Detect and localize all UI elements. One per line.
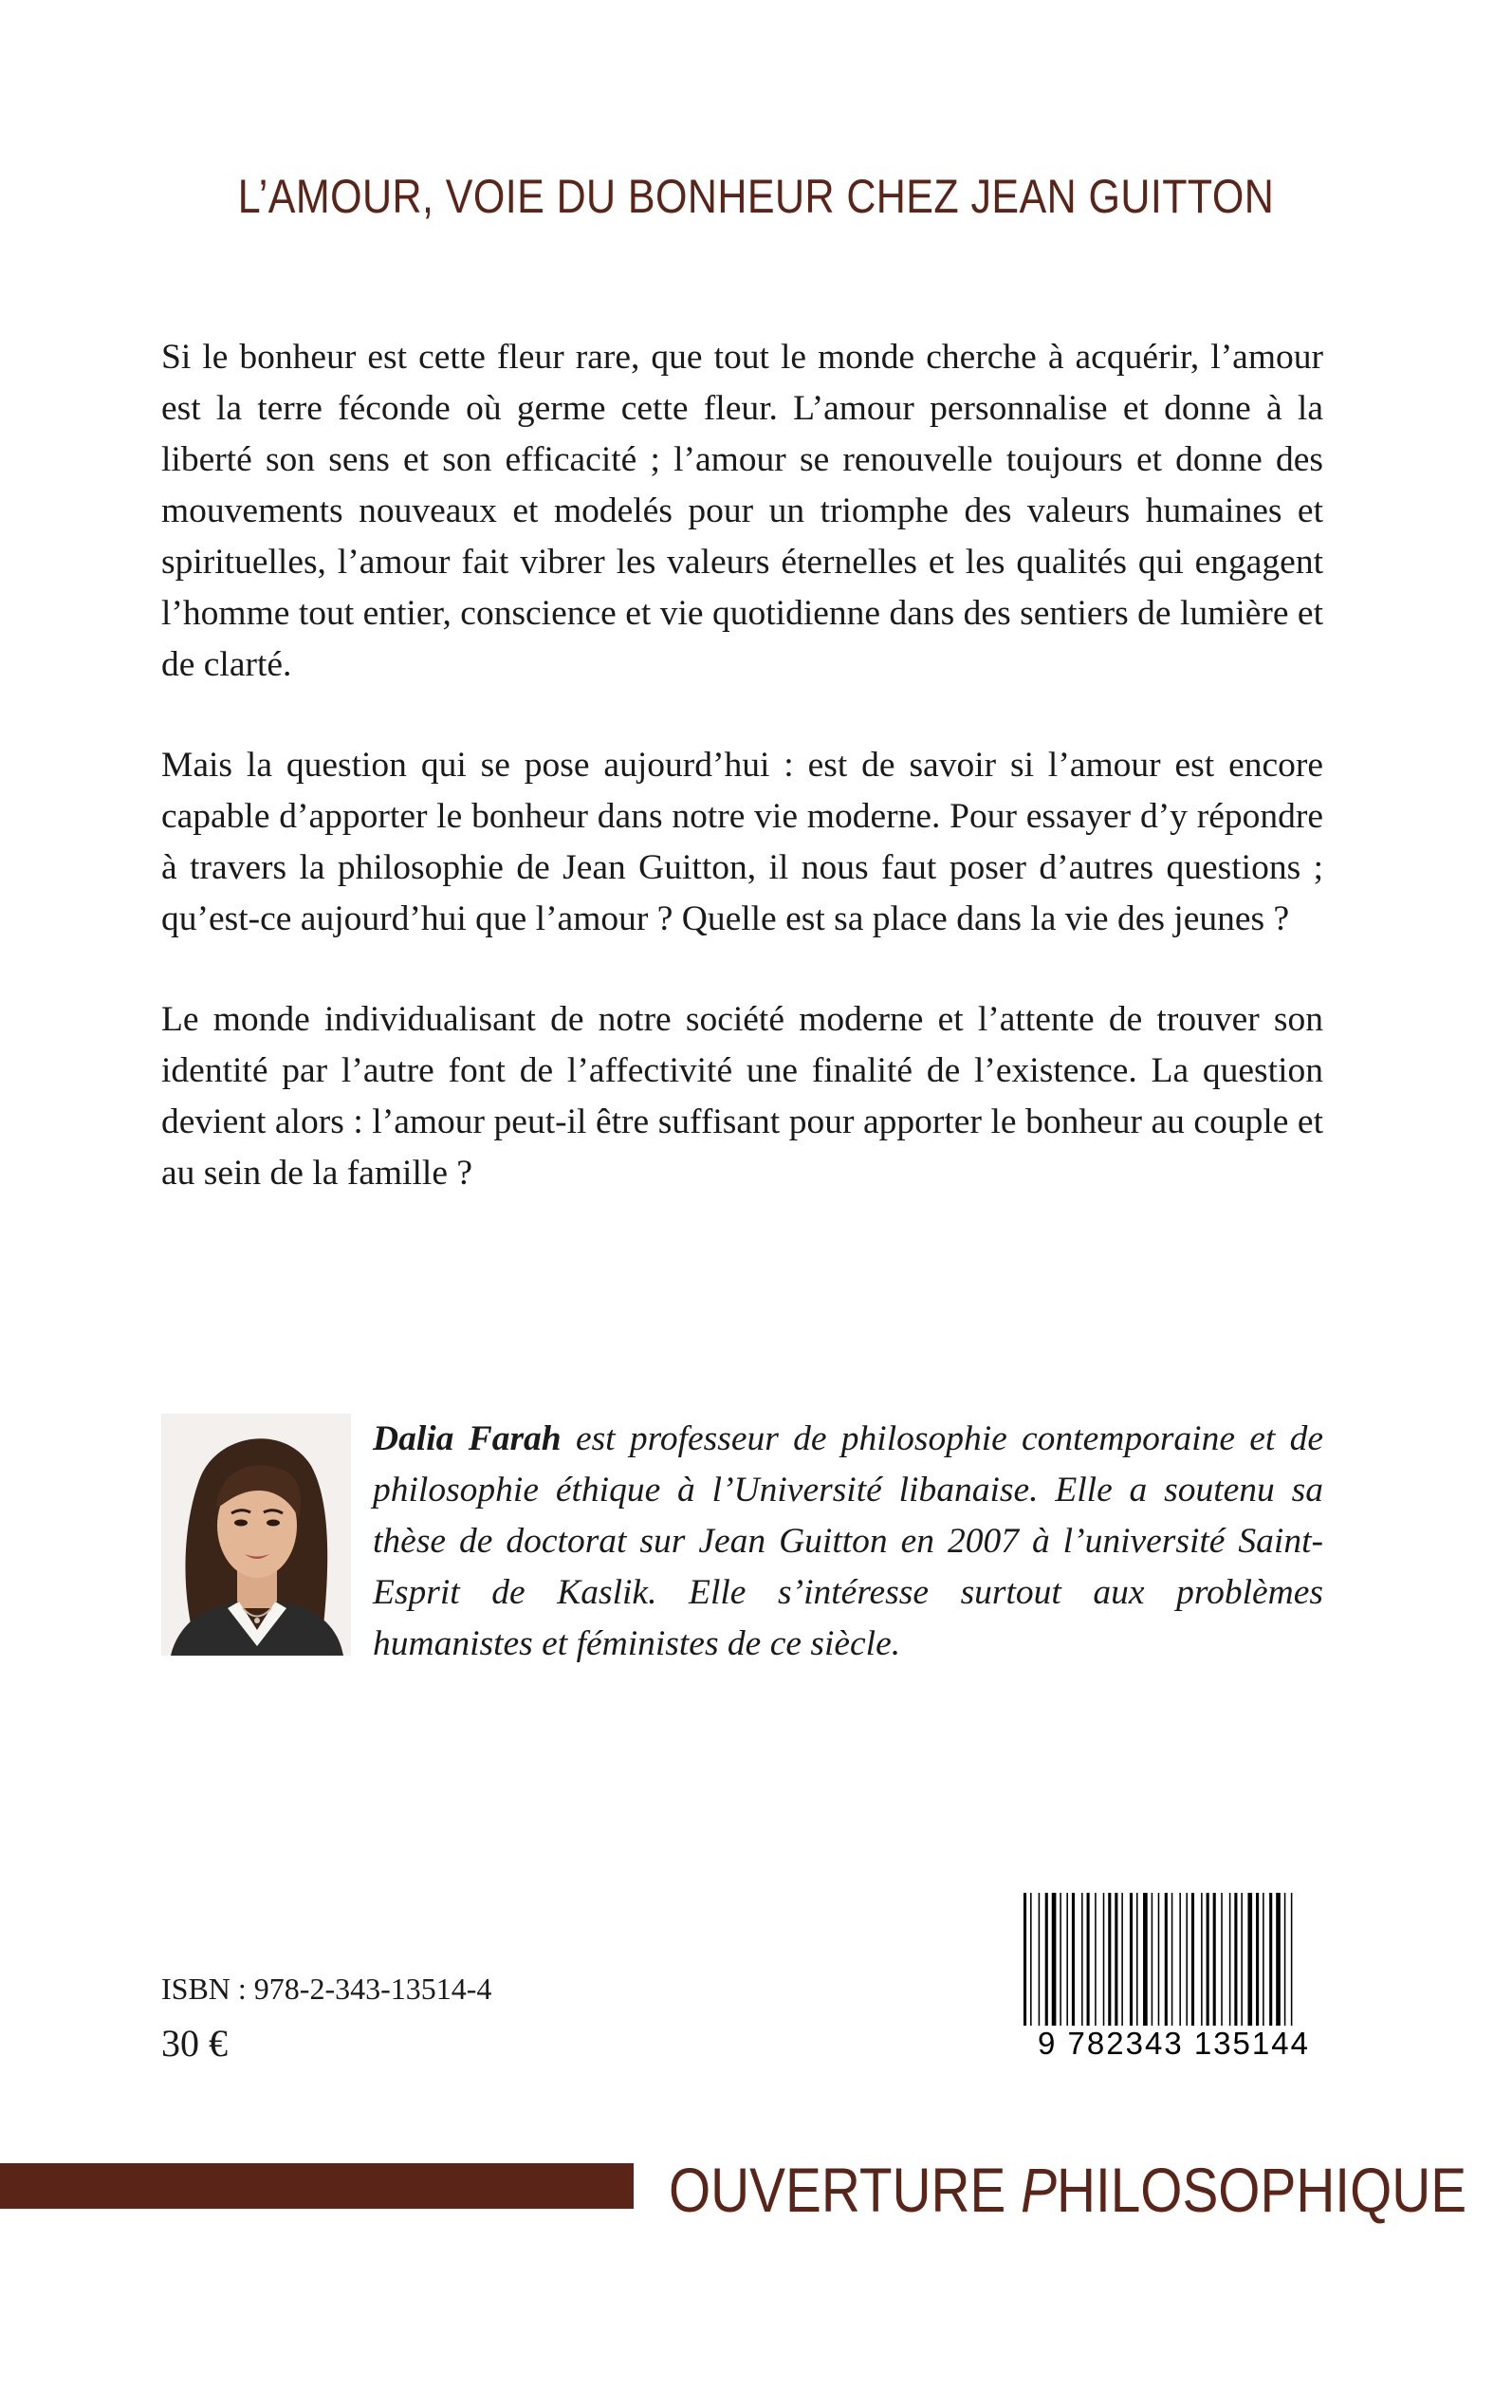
barcode-bar <box>1186 1893 1188 2035</box>
blurb-paragraph-3: Le monde individualisant de notre société moderne et l’attente de trouver son identité par l’autre font de l’affectivité une finalité de l’existence. La question devient alors : l’amour peut-il être suffisant pour apporter le bonheur au couple et au sein de la famille ? <box>161 1000 1323 1193</box>
barcode-bar <box>1066 1893 1068 2035</box>
collection-word-1: OUVERTURE <box>669 2155 1022 2225</box>
barcode-bar <box>1229 1893 1231 2035</box>
author-bio-text: est professeur de philosophie contemporaine et de philosophie éthique à l’Université libanaise. Elle a soutenu sa thèse de doctorat sur Jean Guitton en 2007 à l’université Saint-Esprit de Kaslik. Elle s’intéresse surtout aux problèmes humanistes et féministes de ce siècle. <box>373 1419 1323 1663</box>
author-bio <box>373 1414 1323 1670</box>
barcode-bar <box>1103 1893 1105 2035</box>
barcode-bar <box>1234 1893 1237 2035</box>
back-cover-blurb <box>161 332 1323 1249</box>
blurb-paragraph-1: Si le bonheur est cette fleur rare, que tout le monde cherche à acquérir, l’amour est la terre féconde où germe cette fleur. L’amour personnalise et donne à la liberté son sens et son efficacité ; l’amour se renouvelle toujours et donne des mouvements nouveaux et modelés pour un triomphe des valeurs humaines et spirituelles, l’amour fait vibrer les valeurs éternelles et les qualités qui engagent l’homme tout entier, conscience et vie quotidienne dans des sentiers de lumière et de clarté. <box>161 338 1323 684</box>
barcode-bar <box>1256 1893 1259 2035</box>
barcode-bar <box>1115 1893 1117 2035</box>
barcode-bar <box>1130 1893 1133 2035</box>
barcode-bar <box>1121 1893 1123 2035</box>
collection-word-2-initial: P <box>1021 2155 1057 2225</box>
barcode-bar <box>1179 1893 1181 2035</box>
barcode-bar <box>1052 1893 1057 2035</box>
barcode-bar <box>1039 1893 1041 2035</box>
barcode-bar <box>1030 1893 1032 2035</box>
author-portrait-image <box>161 1414 351 1656</box>
barcode-bar <box>1269 1893 1272 2035</box>
collection-name <box>669 2154 1466 2226</box>
author-photo <box>161 1414 351 1656</box>
collection-word-2-rest: HILOSOPHIQUE <box>1056 2155 1467 2225</box>
barcode-bar <box>1081 1893 1083 2035</box>
barcode-bar <box>1060 1893 1061 2035</box>
book-title: L’AMOUR, VOIE DU BONHEUR CHEZ JEAN GUITTON <box>237 170 1275 223</box>
barcode-bar <box>1152 1893 1153 2035</box>
barcode-bar <box>1143 1893 1148 2035</box>
barcode-bar <box>1291 1893 1293 2035</box>
barcode-bar <box>1247 1893 1252 2035</box>
barcode-bar <box>1108 1893 1111 2035</box>
barcode-bar <box>1072 1893 1075 2035</box>
barcode-bar <box>1284 1893 1286 2035</box>
barcode-bar <box>1207 1893 1209 2035</box>
price-label: 30 € <box>161 2022 228 2065</box>
author-name: Dalia Farah <box>373 1419 562 1458</box>
barcode-bar <box>1171 1893 1173 2035</box>
barcode-bar <box>1087 1893 1090 2035</box>
barcode-bar <box>1263 1893 1264 2035</box>
collection-color-band <box>0 2163 634 2209</box>
barcode-bar <box>1165 1893 1168 2035</box>
barcode-bar <box>1136 1893 1138 2035</box>
barcode-bar <box>1201 1893 1203 2035</box>
barcode-bar <box>1191 1893 1194 2035</box>
barcode-bar <box>1213 1893 1216 2035</box>
barcode-bar <box>1276 1893 1281 2035</box>
barcode-bar <box>1023 1893 1026 2035</box>
barcode-bar <box>1241 1893 1243 2035</box>
blurb-paragraph-2: Mais la question qui se pose aujourd’hui : est de savoir si l’amour est encore capable d’apporter le bonheur dans notre vie moderne. Pour essayer d’y répondre à travers la philosophie de Jean Guitton, il nous faut poser d’autres questions ; qu’est-ce aujourd’hui que l’amour ? Quelle est sa place dans la vie des jeunes ? <box>161 746 1323 938</box>
barcode-bar <box>1221 1893 1223 2035</box>
barcode-bar <box>1158 1893 1160 2035</box>
barcode-digits: 9 782343 135144 <box>1020 2026 1328 2062</box>
isbn-label: ISBN : 978-2-343-13514-4 <box>161 1972 492 2006</box>
barcode-bar <box>1045 1893 1048 2035</box>
barcode-bar <box>1095 1893 1097 2035</box>
